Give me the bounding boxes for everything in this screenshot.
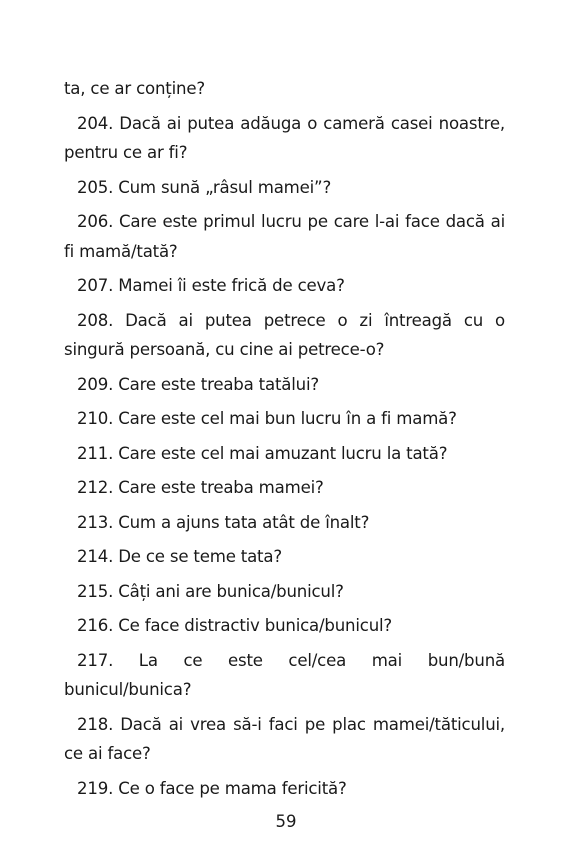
question-209: 209. Care este treaba tatălui? bbox=[77, 374, 319, 394]
question-212: 212. Care este treaba mamei? bbox=[77, 478, 324, 497]
question-205: 205. Cum sună „râsul mamei”? bbox=[77, 177, 332, 197]
question-211: 211. Care este cel mai amuzant lucru la tată? bbox=[77, 443, 448, 463]
question-219: 219. Ce o face pe mama fericită? bbox=[77, 778, 347, 798]
continued-paragraph: ta, ce ar conține? bbox=[64, 79, 205, 98]
question-208: 208. Dacă ai putea petrece o zi întreagă cu o singură persoană, cu cine ai petrece-o? bbox=[64, 310, 505, 359]
question-207: 207. Mamei îi este frică de ceva? bbox=[77, 276, 345, 295]
page-body bbox=[64, 74, 505, 808]
question-217: 217. La ce este cel/cea mai bun/bună bunicul/bunica? bbox=[64, 650, 505, 699]
page-number: 59 bbox=[275, 812, 297, 831]
question-214: 214. De ce se teme tata? bbox=[77, 547, 282, 566]
question-206: 206. Care este primul lucru pe care l-ai face dacă ai fi mamă/tată? bbox=[64, 212, 505, 261]
question-213: 213. Cum a ajuns tata atât de înalt? bbox=[77, 512, 370, 532]
question-218: 218. Dacă ai vrea să-i faci pe plac mamei/tăticului, ce ai face? bbox=[64, 714, 505, 763]
question-216: 216. Ce face distractiv bunica/bunicul? bbox=[77, 616, 393, 635]
question-215: 215. Câți ani are bunica/bunicul? bbox=[77, 581, 344, 601]
question-210: 210. Care este cel mai bun lucru în a fi mamă? bbox=[77, 409, 457, 428]
question-204: 204. Dacă ai putea adăuga o cameră casei noastre, pentru ce ar fi? bbox=[64, 113, 505, 162]
